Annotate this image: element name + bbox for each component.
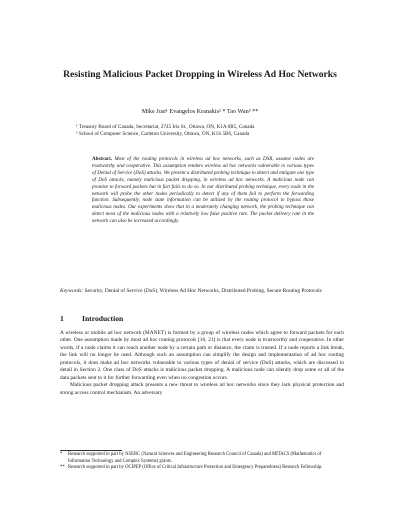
footnote <box>60 465 344 472</box>
paragraph: A wireless or mobile ad hoc network (MANET) is formed by a group of wireless nodes which agree to forward packets for each other. One assumption made by most ad hoc routing protocols [16, 21] is that every node is trustworthy and cooperative. In other words, if a node claims it can reach another node by a certain path or distance, the claim is trusted. If a node reports a link break, the link will no longer be used. Although such an assumption can simplify the design and implementation of ad hoc routing protocols, it does make ad hoc networks vulnerable to various types of denial of service (DoS) attacks, which are discussed in detail in Section 2. One class of DoS attacks is malicious packet dropping. A malicious node can silently drop some or all of the data packets sent to it for further forwarding even when no congestion occurs. <box>60 330 344 381</box>
paper-title: Resisting Malicious Packet Dropping in Wireless Ad Hoc Networks <box>63 69 337 80</box>
affiliations <box>76 124 336 139</box>
affiliation-1: ¹ Treasury Board of Canada, Secretariat, 2745 Iris St., Ottawa, ON, K1A 0R5, Canada <box>76 124 255 130</box>
footnote-mark: ** <box>60 465 65 470</box>
author-line: Mike Just¹ Evangelos Kranakis² * Tao Wan² ** <box>141 108 259 115</box>
paragraph: Malicious packet dropping attack presents a new threat to wireless ad hoc networks since they lack physical protection and strong access control mechanism. An adversary <box>60 382 344 396</box>
abstract-text: Most of the routing protocols in wireless ad hoc networks, such as DSR, assume nodes are trustworthy and cooperative. This assumption renders wireless ad hoc networks vulnerable to various types of Denial of Service (DoS) attacks. We present a distributed probing technique to detect and mitigate one type of DoS attacks, namely malicious packet dropping, in wireless ad hoc networks. A malicious node can promise to forward packets but in fact fails to do so. In our distributed probing technique, every node in the network will probe the other nodes periodically to detect if any of them fail to perform the forwarding function. Subsequently, node state information can be utilized by the routing protocol to bypass those malicious nodes. Our experiments show that in a moderately changing network, the probing technique can detect most of the malicious nodes with a relatively low false positive rate. The packet delivery rate in the network can also be increased accordingly. <box>92 156 314 225</box>
abstract-label: Abstract. <box>92 156 113 162</box>
section-title: Introduction <box>82 314 124 323</box>
affiliation-2: ² School of Computer Science, Carleton University, Ottawa, ON, K1S 5B6, Canada <box>76 131 250 138</box>
keywords-label: Keywords: <box>60 288 84 294</box>
abstract <box>92 156 314 225</box>
section-number: 1 <box>60 314 64 323</box>
footnotes <box>60 452 344 472</box>
body-text <box>60 330 344 397</box>
section-heading <box>60 314 123 324</box>
keywords <box>60 288 344 296</box>
footnote <box>60 452 344 465</box>
footnote-rule <box>60 450 122 451</box>
footnote-mark: * <box>60 452 63 457</box>
footnote-text: Research supported in part by OCIPEP (Office of Critical Infrastructure Protection and Emergency Preparedness) Research Fellowship. <box>68 465 323 470</box>
keywords-text: Security, Denial of Service (DoS), Wireless Ad Hoc Networks, Distributed Probing, Secure Routing Protocols <box>84 288 322 294</box>
footnote-text: Research supported in part by NSERC (Natural Sciences and Engineering Research Council of Canada) and MITACS (Mathematics of Information Technology and Complex Systems) grants. <box>68 452 322 464</box>
